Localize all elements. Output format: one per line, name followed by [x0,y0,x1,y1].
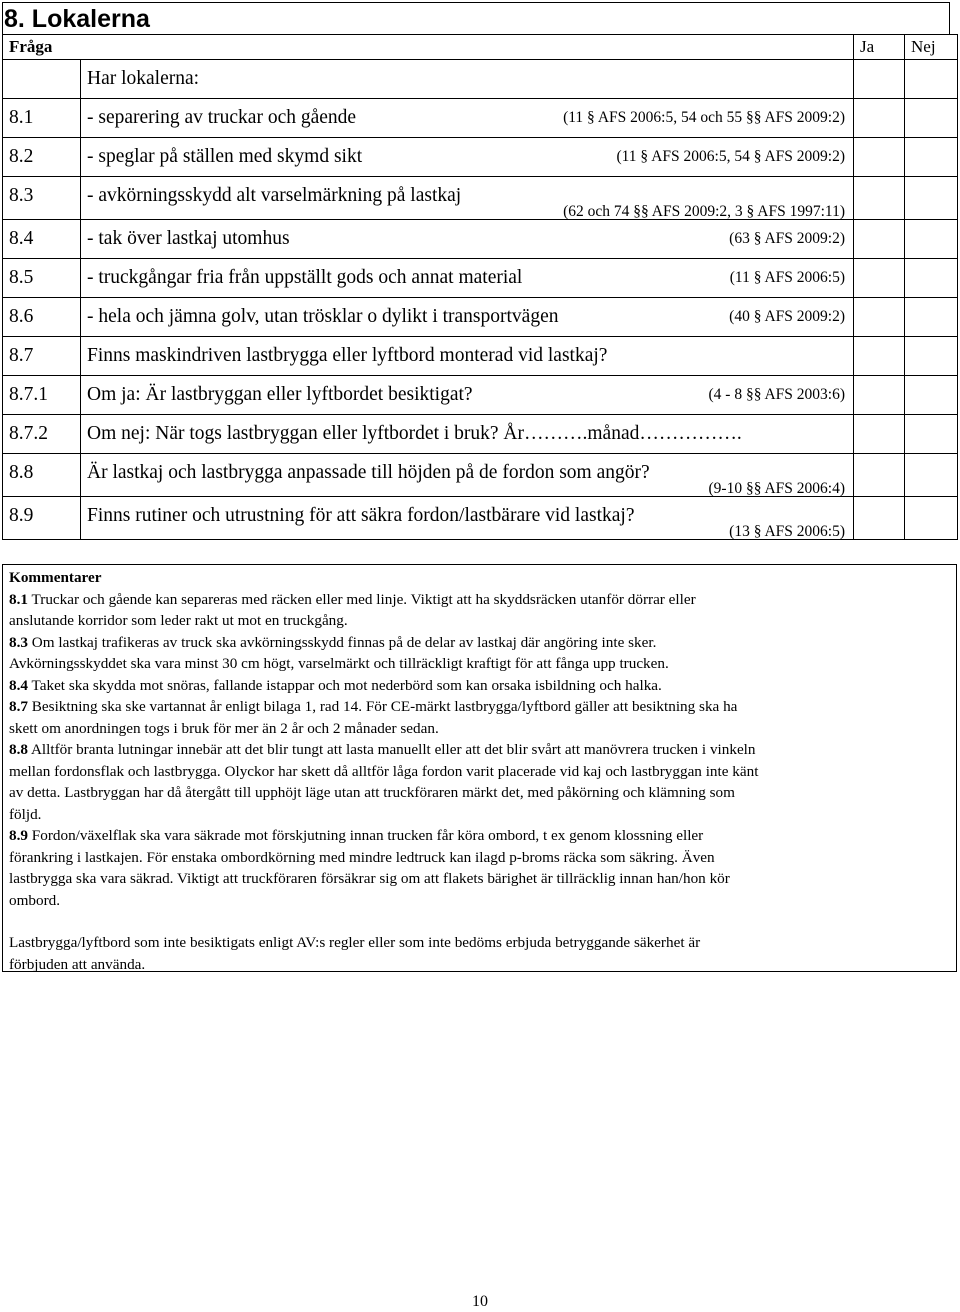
answer-yes-cell[interactable] [854,177,905,220]
answer-no-cell[interactable] [905,220,958,259]
answer-no-cell[interactable] [905,60,958,99]
question-number: 8.9 [3,497,81,539]
comment-line [9,782,950,804]
comments-footer [9,932,950,975]
comments-title: Kommentarer [9,569,102,586]
question-text: Om nej: När togs lastbryggan eller lyftbordet i bruk? År……….månad……………. [87,423,742,444]
legal-reference: (13 § AFS 2006:5) [729,523,845,540]
comment-text: Avkörningsskyddet ska vara minst 30 cm högt, varselmärkt och tillräckligt kraftigt för att fånga upp trucken. [9,655,669,672]
question-text: Om ja: Är lastbryggan eller lyftbordet besiktigat? [87,384,473,405]
comment-text: mellan fordonsflak och lastbrygga. Olyckor har skett då alltför låga fordon varit placerade vid kaj och lastbryggan inte känt [9,762,759,780]
comment-line [9,632,950,654]
comment-text: följd. [9,805,42,823]
table-header-row [3,35,958,60]
column-header-yes: Ja [854,35,905,60]
answer-no-cell[interactable] [905,497,958,540]
comment-number: 8.7 [9,698,28,715]
intro-row [3,60,958,99]
comment-number: 8.3 [9,633,28,651]
answer-yes-cell[interactable] [854,454,905,497]
answer-yes-cell[interactable] [854,138,905,177]
answer-no-cell[interactable] [905,415,958,454]
legal-reference: (11 § AFS 2006:5, 54 § AFS 2009:2) [616,148,845,165]
question-table [2,34,958,540]
question-number: 8.6 [3,298,81,336]
comments-box [2,564,957,972]
answer-yes-cell[interactable] [854,220,905,259]
column-header-question: Fråga [3,35,854,60]
answer-yes-cell[interactable] [854,337,905,376]
comment-number: 8.1 [9,590,28,608]
comment-line [9,675,950,697]
comment-line [9,718,950,740]
comment-text: lastbrygga ska vara säkrad. Viktigt att truckföraren försäkrar sig om att flakets bärighet är tillräcklig innan han/hon kör [9,870,730,887]
comment-text: Taket ska skydda mot snöras, fallande istappar och mot nederbörd som kan orsaka isbildning och halka. [31,676,662,694]
question-row [3,298,958,337]
comment-line [9,804,950,826]
answer-no-cell[interactable] [905,99,958,138]
comment-number: 8.8 [9,741,28,758]
comment-line [9,653,950,675]
question-text: Finns rutiner och utrustning för att säkra fordon/lastbärare vid lastkaj? [87,505,635,526]
question-text: - speglar på ställen med skymd sikt [87,146,363,167]
question-number: 8.4 [3,220,81,258]
answer-no-cell[interactable] [905,298,958,337]
answer-no-cell[interactable] [905,376,958,415]
answer-yes-cell[interactable] [854,60,905,99]
legal-reference: (11 § AFS 2006:5) [729,269,845,286]
answer-yes-cell[interactable] [854,376,905,415]
comment-text: skett om anordningen togs i bruk för mer än 2 år och 2 månader sedan. [9,719,439,737]
answer-yes-cell[interactable] [854,415,905,454]
question-row [3,138,958,177]
comment-number: 8.4 [9,676,28,694]
comment-line [9,696,950,718]
question-text: - truckgångar fria från uppställt gods och annat material [87,267,523,288]
question-number: 8.7.2 [3,415,81,453]
comment-line [9,868,950,890]
question-text: - tak över lastkaj utomhus [87,228,290,249]
answer-no-cell[interactable] [905,337,958,376]
page-number: 10 [472,1293,488,1310]
question-number: 8.1 [3,99,81,137]
comment-text: Alltför branta lutningar innebär att det blir tungt att lasta manuellt eller att det blir svårt att manövrera trucken i vinkeln [30,741,756,758]
comment-number: 8.9 [9,827,28,844]
legal-reference: (62 och 74 §§ AFS 2009:2, 3 § AFS 1997:11) [563,203,845,220]
answer-yes-cell[interactable] [854,259,905,298]
question-number: 8.2 [3,138,81,176]
question-number [3,60,81,98]
question-number: 8.7 [3,337,81,375]
legal-reference: (9-10 §§ AFS 2006:4) [708,480,845,497]
answer-no-cell[interactable] [905,259,958,298]
comment-line [9,589,950,611]
comment-text: anslutande korridor som leder rakt ut mot en truckgång. [9,612,348,629]
answer-yes-cell[interactable] [854,99,905,138]
question-text: - hela och jämna golv, utan trösklar o dylikt i transportvägen [87,306,559,327]
legal-reference: (4 - 8 §§ AFS 2003:6) [708,386,845,403]
question-row [3,415,958,454]
legal-reference: (63 § AFS 2009:2) [729,230,845,247]
comments-list [9,589,950,912]
question-text: - avkörningsskydd alt varselmärkning på lastkaj [87,185,462,206]
comment-text: förankring i lastkajen. För enstaka ombordkörning med mindre ledtruck kan ilagd p-broms räcka som säkring. Även [9,848,715,866]
answer-yes-cell[interactable] [854,497,905,540]
legal-reference: (11 § AFS 2006:5, 54 och 55 §§ AFS 2009:2) [563,109,845,126]
comment-text: Besiktning ska ske vartannat år enligt bilaga 1, rad 14. För CE-märkt lastbrygga/lyftbord gäller att besiktning ska ha [31,698,738,715]
footer-note-line: förbjuden att använda. [9,955,146,973]
comment-text: Om lastkaj trafikeras av truck ska avkörningsskydd finnas på de delar av lastkaj där angöring inte sker. [31,633,657,651]
question-row [3,376,958,415]
comment-text: av detta. Lastbryggan har då återgått till upphöjt läge utan att truckföraren märkt det, med påkörning och klämning som [9,784,735,801]
comment-line [9,610,950,632]
intro-text: Har lokalerna: [87,68,200,89]
section-heading: 8. Lokalerna [2,2,950,34]
question-row [3,99,958,138]
comment-text: Truckar och gående kan separeras med räcken eller med linje. Viktigt att ha skyddsräcken utanför dörrar eller [31,590,696,608]
comment-line [9,825,950,847]
question-row [3,454,958,497]
question-text: Är lastkaj och lastbrygga anpassade till höjden på de fordon som angör? [87,462,650,483]
question-row [3,259,958,298]
question-row [3,220,958,259]
answer-no-cell[interactable] [905,177,958,220]
question-text: Finns maskindriven lastbrygga eller lyftbord monterad vid lastkaj? [87,345,608,366]
answer-no-cell[interactable] [905,454,958,497]
question-row [3,497,958,540]
answer-no-cell[interactable] [905,138,958,177]
question-number: 8.3 [3,177,81,219]
legal-reference: (40 § AFS 2009:2) [729,308,845,325]
comment-text: Fordon/växelflak ska vara säkrade mot förskjutning innan trucken får köra ombord, t ex genom klossning eller [31,827,704,844]
comment-line [9,761,950,783]
answer-yes-cell[interactable] [854,298,905,337]
comment-line [9,739,950,761]
column-header-no: Nej [905,35,958,60]
footer-note-line: Lastbrygga/lyftbord som inte besiktigats enligt AV:s regler eller som inte bedöms erbjuda betryggande säkerhet är [9,934,701,951]
comment-text: ombord. [9,891,61,909]
comment-line [9,847,950,869]
question-number: 8.7.1 [3,376,81,414]
question-number: 8.8 [3,454,81,496]
question-text: - separering av truckar och gående [87,107,357,128]
comment-line [9,890,950,912]
question-row [3,337,958,376]
question-number: 8.5 [3,259,81,297]
question-row [3,177,958,220]
